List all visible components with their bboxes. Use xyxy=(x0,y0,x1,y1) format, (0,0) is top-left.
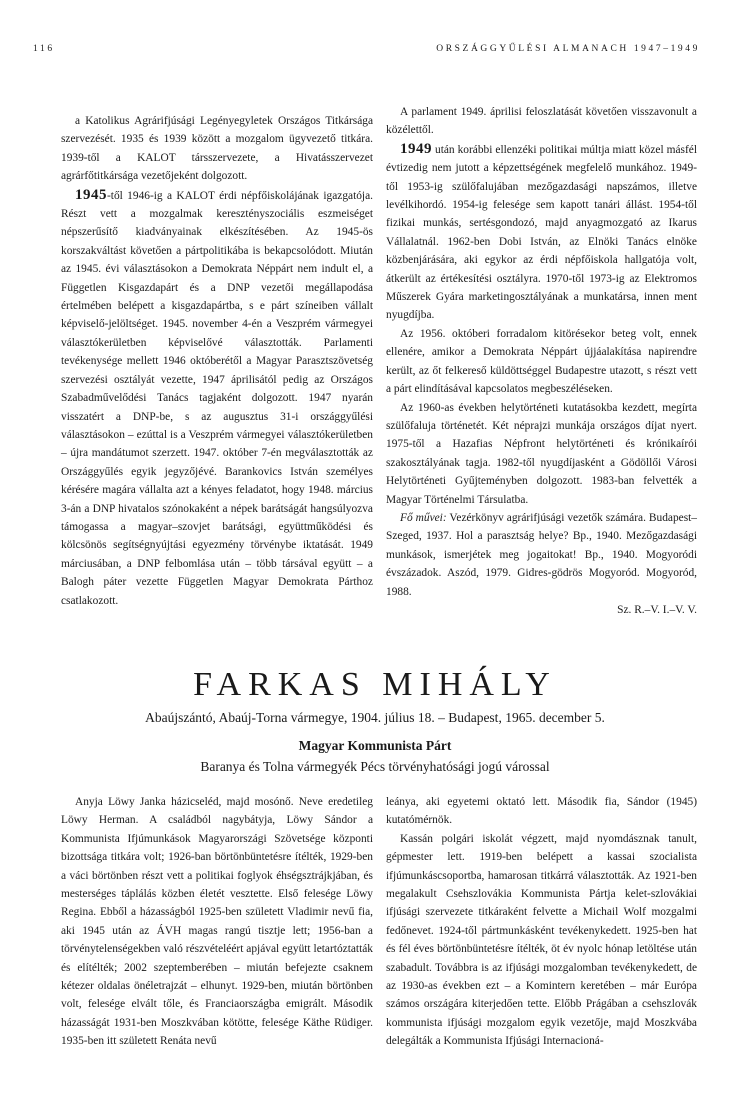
paragraph-text: Vezérkönyv agrárifjúsági vezetők számára. Budapest–Szeged, 1937. Hol a parasztság helye? Bp., 1940. Mezőgazdasági munkások, ismerjétek meg jogaitokat! Bp., 1940. Mogyoródi évszázadok. Aszód, 1979. Gidres-gödrös Mogyoród. Mogyoród, 1988. xyxy=(386,511,697,598)
prev-entry-right-column xyxy=(386,103,697,619)
running-head xyxy=(33,44,700,58)
paragraph xyxy=(386,509,697,601)
paragraph xyxy=(386,140,697,325)
paragraph xyxy=(386,103,697,140)
page-number: 116 xyxy=(33,44,55,54)
entry-title: FARKAS MIHÁLY xyxy=(193,666,557,703)
entry-left-column xyxy=(61,793,373,1051)
paragraph-text: Anyja Löwy Janka házicseléd, majd mosónő. Neve eredetileg Löwy Herman. A családból nagybátyja, Löwy Sándor a Kommunista Ifjúmunkások Magyarországi Szövetsége központi bizottsága titkára volt; 1926-ban börtönbüntetésre ítélték, 1929-ben a váci börtönben részt vett a politikai foglyok éhségsztrájkjában, és mesterséges táplálás közben életét vesztette. Első felesége Löwy Regina. Ebből a házasságból 1925-ben született Vladimir nevű fia, aki 1945 után az ÁVH magas rangú tisztje lett; 1956-ban a törvénytelenségekben való részvételéért apjával együtt letartóztatták és elítélték; 2002 szeptemberében – miután befejezte csaknem kétezer oldalas önéletrajzát – elhunyt. 1929-ben, miután börtönben volt, felesége elvált tőle, és Franciaországba emigrált. Második házasságát 1931-ben Moszkvában kötötte, felesége Käthe Rüdiger. 1935-ben itt született Renáta nevű xyxy=(61,796,373,1048)
paragraph xyxy=(386,793,697,830)
prev-entry-left-column xyxy=(61,112,373,610)
year-marker: 1949 xyxy=(400,140,432,157)
paragraph-text: leánya, aki egyetemi oktató lett. Második fia, Sándor (1945) kutatómérnök. xyxy=(386,796,697,827)
paragraph-text: a Katolikus Agrárifjúsági Legényegyletek Országos Titkársága szervezését. 1935 és 1939 között a mozgalom ügyvezető titkára. 1939-től a KALOT társszervezete, a Hivatásszervezet agrárfőtitkársága vezetőjeként dolgozott. xyxy=(61,115,373,183)
paragraph-text: Az 1960-as években helytörténeti kutatásokba kezdett, megírta szülőfaluja történetét. Két néprajzi munkája országos díjat nyert. 1975-től a Hazafias Népfront helytörténeti és krónikaírói szakosztályának tagja. 1982-től nyugdíjasként a Gödöllői Városi Helytörténeti Gyűjteményben dolgozott. 1983-ban felvették a Magyar Történelmi Társulatba. xyxy=(386,401,697,506)
paragraph-text: Az 1956. októberi forradalom kitörésekor beteg volt, ennek ellenére, amikor a Demokrata Néppárt újjáalakítása napirendre került, az őt felkereső küldöttséggel Budapestre utazott, s részt vett a párt elindításával kapcsolatos megbeszéléseken. xyxy=(386,327,697,396)
paragraph xyxy=(386,325,697,399)
paragraph xyxy=(61,112,373,186)
paragraph xyxy=(61,186,373,610)
paragraph xyxy=(386,399,697,509)
works-label: Fő művei: xyxy=(400,511,447,524)
author-signature: Sz. R.–V. I.–V. V. xyxy=(617,603,697,616)
entry-constituency: Baranya és Tolna vármegyék Pécs törvényhatósági jogú várossal xyxy=(200,759,550,774)
paragraph xyxy=(61,793,373,1051)
paragraph xyxy=(386,830,697,1051)
entry-right-column xyxy=(386,793,697,1051)
paragraph-text: után korábbi ellenzéki politikai múltja miatt közel másfél évtizedig nem jutott a képzettségének megfelelő munkához. 1949-től 1953-ig szülőfalujában mezőgazdasági napszámos, illetve levélkihordó. 1954-ig felesége sem kapott tanári állást. 1954-től fizikai munkás, sertésgondozó, majd anyagmozgató az Ikarus Vállalatnál. 1962-ben Dobi István, az Elnöki Tanács elnöke közbenjárására, aki egykor az érdi népfőiskola hallgatója volt, átkerült az értékesítési osztályra. 1970-től 1973-ig az Elektromos Műszerek Gyára marketingosztályának a munkatársa, innen ment nyugdíjba. xyxy=(386,143,697,322)
entry-birth-death: Abaújszántó, Abaúj-Torna vármegye, 1904. július 18. – Budapest, 1965. december 5. xyxy=(145,710,605,725)
year-marker: 1945 xyxy=(75,186,107,203)
entry-party: Magyar Kommunista Párt xyxy=(298,738,452,753)
paragraph-text: -től 1946-ig a KALOT érdi népfőiskolájának igazgatója. Részt vett a mozgalmak keresztényszociális eszmeiséget népszerűsítő kiadványainak elkészítésében. Az 1945-ös korszakváltást követően a pártpolitikába is bekapcsolódott. Miután az 1945. évi választásokon a Demokrata Néppárt nem indult el, a Független Kisgazdapárt és a DNP vezetői megállapodása értelmében belépett a kisgazdapártba, s e párt színeiben vállalt képviselő-jelöltséget. 1945. november 4-én a Veszprém vármegyei választókerületben képviselővé választották. Parlamenti tevékenysége mellett 1946 októberétől a Magyar Parasztszövetség szervezési osztályát vezette, 1947 áprilisától pedig az Országos Szabadművelődési Tanács tagjaként dolgozott. 1947 nyarán visszatért a DNP-be, s az augusztus 31-i országgyűlési választásokon – ezúttal is a Veszprém vármegyei választókerületben – újra mandátumot szerzett. 1947. október 7-én megválasztották az Országgyűlés egyik jegyzőjévé. Barankovics István személyes kérésére magára vállalta azt a kényes feladatot, hogy 1948. március 3-án a DNP hivatalos szónokaként a népek barátságát hangsúlyozva támogassa a magyar–szovjet barátsági, együttműködési és kölcsönös segítségnyújtási egyezmény törvénybe iktatását. 1949 márciusában, a DNP felbomlása után – több társával együtt – a Balogh páter vezette Független Magyar Demokrata Párthoz csatlakozott. xyxy=(61,189,373,607)
running-title: ORSZÁGGYŰLÉSI ALMANACH 1947–1949 xyxy=(436,44,700,54)
paragraph-text: A parlament 1949. áprilisi feloszlatását követően visszavonult a közélettől. xyxy=(386,106,697,137)
paragraph-text: Kassán polgári iskolát végzett, majd nyomdásznak tanult, gépmester lett. 1919-ben belépett a kassai szocialista ifjúmunkáscsoportba, hamarosan titkárrá választották. Az 1921-ben megalakult Csehszlovákia Kommunista Pártja kelet-szlovákiai ifjúsági szervezete titkáraként felvette a Michail Wolf mozgalmi fedőnevet. 1924-től pártmunkásként tevékenykedett. 1925-ben hat és fél éves börtönbüntetésre ítélték, öt év nyolc hónap letöltése után szabadult. Továbbra is az ifjúsági mozgalomban tevékenykedett, de az 1930-as években ezt – a Komintern keretében – már Európa számos országára kiterjedően tette. Előbb Prágában a csehszlovák kommunista ifjúsági mozgalom egyik vezetője, majd Moszkvába delegálták a Kommunista Ifjúsági Internacioná- xyxy=(386,832,697,1048)
